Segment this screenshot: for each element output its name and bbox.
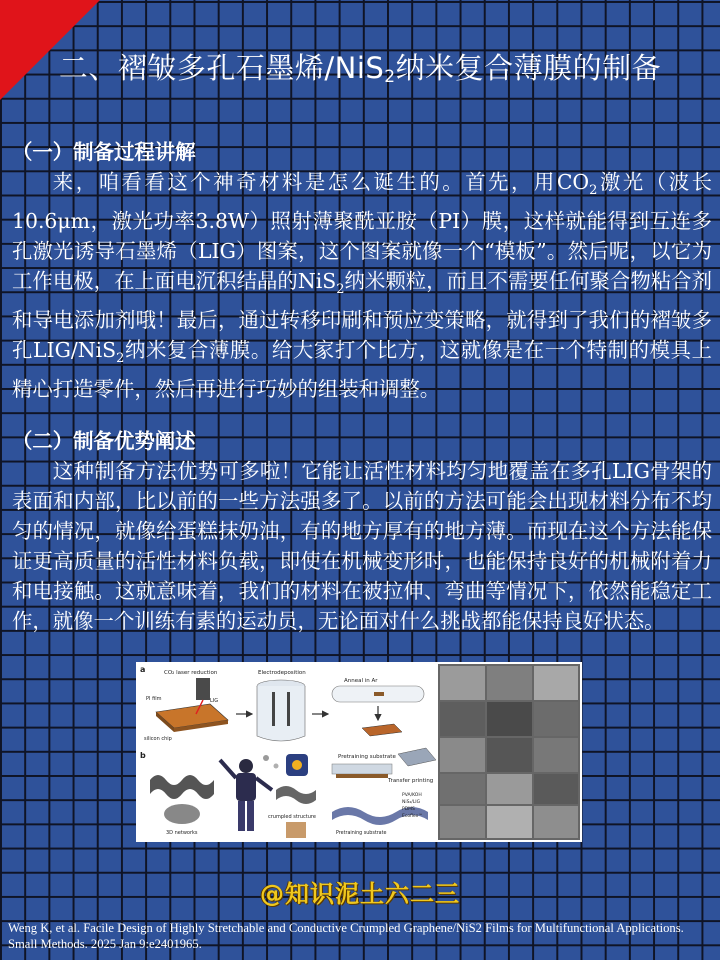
networks-3d-image [164, 804, 200, 824]
layer-pva-label: PVA/KOH [402, 793, 422, 798]
sem-micrographs [438, 664, 580, 840]
person-figure [239, 759, 253, 773]
pretraining-substrate-label: Pretraining substrate [338, 754, 396, 760]
section-2-heading: （二）制备优势阐述 [12, 429, 196, 453]
electrodeposition-label: Electrodeposition [258, 670, 306, 676]
hand-image [286, 822, 306, 838]
pi-film-label: PI film [146, 696, 162, 702]
beaker [257, 686, 305, 741]
page-title: 二、褶皱多孔石墨烯/NiS$_2$纳米复合薄膜的制备 [58, 51, 662, 87]
networks-3d-label: 3D networks [166, 830, 198, 836]
panel-b-label: b [140, 751, 146, 760]
section-2 [12, 426, 712, 636]
silicon-chip-label: silicon chip [144, 736, 172, 742]
section-1 [12, 137, 712, 404]
watermark: @知识泥土六二三 [260, 880, 460, 908]
crumpled-structure-label: crumpled structure [268, 814, 316, 820]
crumpled-film-left [150, 775, 214, 799]
layer-nis-label: NiS₂/LIG [402, 800, 421, 805]
section-1-heading: （一）制备过程讲解 [12, 140, 196, 164]
transfer-printing-label: Transfer printing [388, 778, 434, 784]
layer-ecoflex-label: Ecoflex™ [402, 814, 423, 819]
crumpled-film-right [276, 786, 316, 804]
laser-head [196, 678, 210, 700]
citation: Weng K, et al. Facile Design of Highly Stretchable and Conductive Crumpled Graphene/NiS2 Films for Multifunctional Applications. Small Methods. 2025 Jan 9:e2401965. [8, 921, 684, 951]
panel-a-label: a [140, 665, 146, 674]
anneal-label: Anneal in Ar [344, 678, 378, 684]
pretraining-substrate-label-2: Pretraining substrate [336, 831, 387, 836]
section-1-body: 来，咱看看这个神奇材料是怎么诞生的。首先，用$CO_2$激光（波长10.6μm，激光功率3.8W）照射薄聚酰亚胺（PI）膜，这样就能得到互连多孔激光诱导石墨烯（LIG）图案，这个图案就像一个“模板”。然后呢，以它为工作电极，在上面电沉积结晶的NiS$_2$纳米颗粒，而且不需要任何聚合物粘合剂和导电添加剂哦！最后，通过转移印刷和预应变策略，就得到了我们的褶皱多孔LIG/NiS$_2$纳米复合薄膜。给大家打个比方，这就像是在一个特制的模具上精心打造零件，然后再进行巧妙的组装和调整。 [12, 170, 712, 402]
lig-label: LIG [210, 698, 219, 704]
section-2-body: 这种制备方法优势可多啦！它能让活性材料均匀地覆盖在多孔LIG骨架的表面和内部，比以前的一些方法强多了。以前的方法可能会出现材料分布不均匀的情况，就像给蛋糕抹奶油，有的地方厚有的地方薄。而现在这个方法能保证更高质量的活性材料负载，即使在机械变形时，也能保持良好的机械附着力和电接触。这就意味着，我们的材料在被拉伸、弯曲等情况下，依然能稳定工作，就像一个训练有素的运动员，无论面对什么挑战都能保持良好状态。 [12, 459, 712, 633]
layer-pdms-label: PDMS [402, 807, 415, 812]
schematic-figure [136, 662, 582, 842]
co2-laser-label: CO₂ laser reduction [164, 670, 218, 676]
